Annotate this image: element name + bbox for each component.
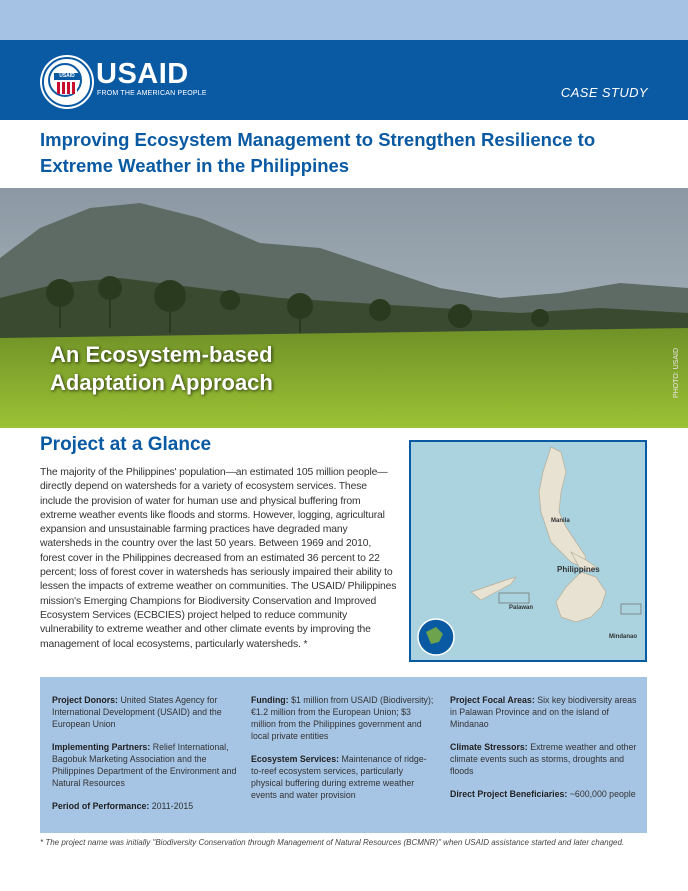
info-value: United States Agency for International Development (USAID) and the European Union (52, 695, 222, 729)
info-value: ~600,000 people (569, 789, 636, 799)
page-title: Improving Ecosystem Management to Strengthen Resilience to Extreme Weather in the Philippines (40, 129, 596, 176)
info-donors (52, 694, 242, 730)
hero-photo (0, 188, 688, 428)
info-beneficiaries (450, 788, 638, 800)
project-info-box (40, 677, 647, 833)
info-label: Ecosystem Services: (251, 754, 340, 764)
info-stressors (450, 741, 638, 777)
map-label-mindanao: Mindanao (609, 634, 637, 640)
info-label: Implementing Partners: (52, 742, 151, 752)
info-label: Climate Stressors: (450, 742, 528, 752)
map-label-palawan: Palawan (509, 605, 534, 611)
info-value: 2011-2015 (151, 801, 194, 811)
glance-heading: Project at a Glance (40, 434, 212, 455)
info-value: Extreme weather and other climate events such as storms, droughts and floods (450, 742, 637, 776)
map-label-manila: Manila (551, 518, 570, 524)
map-illustration (411, 442, 645, 660)
document-type: CASE STUDY (560, 85, 648, 100)
info-column-1 (52, 694, 242, 823)
map-label-philippines: Philippines (557, 565, 600, 574)
info-label: Project Focal Areas: (450, 695, 535, 705)
info-label: Funding: (251, 695, 289, 705)
info-funding (251, 694, 436, 742)
info-column-3 (450, 694, 638, 811)
info-label: Direct Project Beneficiaries: (450, 789, 568, 799)
hero-heading (50, 341, 273, 397)
info-focal (450, 694, 638, 730)
header-bar (0, 40, 688, 120)
hero-heading-line1: An Ecosystem-based (50, 342, 273, 367)
info-label: Project Donors: (52, 695, 118, 705)
hero-heading-line2: Adaptation Approach (50, 370, 273, 395)
info-column-2 (251, 694, 436, 812)
glance-body: The majority of the Philippines' population—an estimated 105 million people—directly depend on watersheds for a variety of ecosystem services. These include the provision of water for human use and physical buffering from extreme weather events like floods and storms. However, logging, agricultural expansion and unsustainable farming practices have degraded many watersheds in the country over the last 50 years. Between 1969 and 2010, forest cover in the Philippines decreased from an estimated 36 percent to 22 percent; loss of forest cover in watersheds has seriously impaired their ability to lessen the impacts of extreme weather on communities. The USAID/ Philippines mission's Emerging Champions for Biodiversity Conservation and Improved Ecosystem Services (ECBCIES) project helped to reduce community vulnerability to extreme weather and other climate events by improving the management of local ecosystems, particularly watersheds. * (40, 467, 397, 650)
photo-credit: PHOTO: USAID (673, 348, 680, 399)
info-value: Relief International, Bagobuk Marketing Association and the Philippines Department of the Environment and Natural Resources (52, 742, 237, 788)
top-band (0, 0, 688, 40)
info-value: Maintenance of ridge-to-reef ecosystem services, particularly physical buffering during extreme weather events and water provision (251, 754, 427, 800)
info-label: Period of Performance: (52, 801, 150, 811)
info-services (251, 753, 436, 801)
info-period (52, 800, 242, 812)
footnote: * The project name was initially "Biodiversity Conservation through Management of Natural Resources (BCMNR)" when USAID assistance started and later changed. (40, 838, 625, 847)
philippines-map (409, 440, 647, 662)
brand-tagline: FROM THE AMERICAN PEOPLE (97, 90, 207, 97)
brand-name: USAID (96, 58, 189, 90)
info-partners (52, 741, 242, 789)
seal-label: USAID (54, 73, 80, 80)
info-value: $1 million from USAID (Biodiversity); €1.2 million from the European Union; $3 million from the Philippines government and local private entities (251, 695, 434, 741)
info-value: Six key biodiversity areas in Palawan Province and on the island of Mindanao (450, 695, 637, 729)
usaid-seal-icon (42, 57, 92, 107)
